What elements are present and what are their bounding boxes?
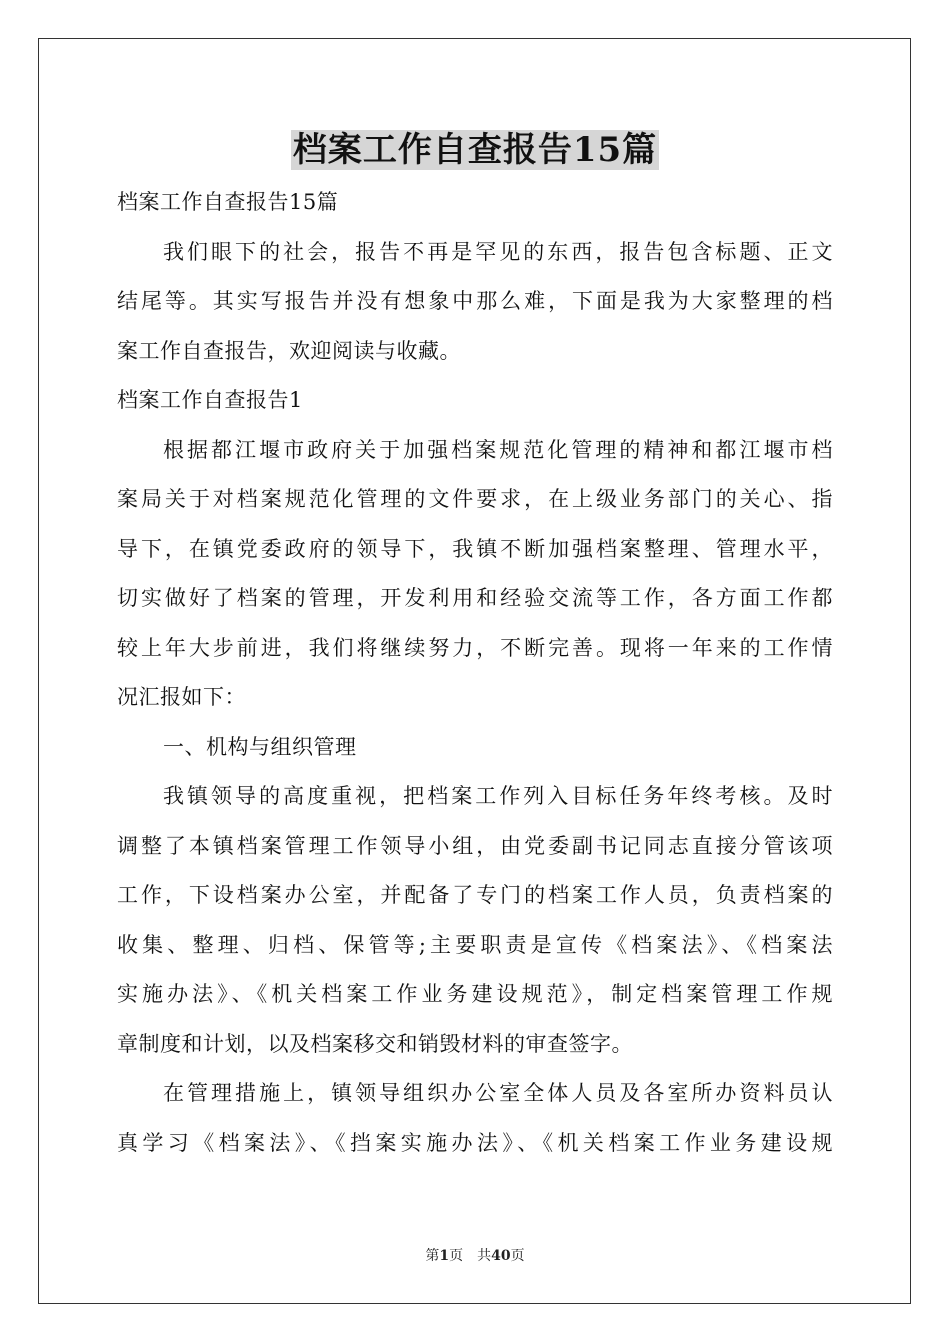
paragraph-line: 章制度和计划，以及档案移交和销毁材料的审查签字。 bbox=[117, 1031, 633, 1056]
subsection-heading: 一、机构与组织管理 bbox=[163, 734, 357, 759]
paragraph-line: 在管理措施上，镇领导组织办公室全体人员及各室所办资料员认 bbox=[163, 1081, 833, 1105]
page-prefix: 第 bbox=[425, 1248, 440, 1264]
paragraph-line: 真学习《档案法》、《挡案实施办法》、《机关档案工作业务建设规 bbox=[117, 1130, 833, 1155]
page-suffix: 页 bbox=[449, 1248, 464, 1264]
paragraph-line: 工作，下设档案办公室，并配备了专门的档案工作人员，负责档案的 bbox=[117, 883, 833, 907]
total-suffix: 页 bbox=[510, 1248, 525, 1264]
document-body bbox=[117, 178, 833, 1168]
paragraph-line: 结尾等。其实写报告并没有想象中那么难，下面是我为大家整理的档 bbox=[117, 289, 833, 313]
paragraph-line: 我镇领导的高度重视，把档案工作列入目标任务年终考核。及时 bbox=[163, 784, 833, 808]
paragraph-line: 我们眼下的社会，报告不再是罕见的东西，报告包含标题、正文 bbox=[163, 239, 833, 264]
document-title-text: 档案工作自查报告15篇 bbox=[292, 130, 658, 170]
paragraph-line: 切实做好了档案的管理，开发利用和经验交流等工作，各方面工作都 bbox=[117, 586, 833, 610]
paragraph-line: 调整了本镇档案管理工作领导小组，由党委副书记同志直接分管该项 bbox=[117, 833, 833, 858]
paragraph-line: 况汇报如下： bbox=[117, 685, 246, 709]
page-number: 1 bbox=[439, 1248, 450, 1264]
section-heading: 档案工作自查报告1 bbox=[117, 388, 303, 412]
section-heading: 档案工作自查报告15篇 bbox=[117, 190, 339, 214]
paragraph-line: 导下，在镇党委政府的领导下，我镇不断加强档案整理、管理水平， bbox=[117, 536, 833, 561]
paragraph-line: 案工作自查报告，欢迎阅读与收藏。 bbox=[117, 338, 461, 363]
paragraph-line: 根据都江堰市政府关于加强档案规范化管理的精神和都江堰市档 bbox=[163, 437, 833, 462]
paragraph-line: 实施办法》、《机关档案工作业务建设规范》，制定档案管理工作规 bbox=[117, 982, 833, 1006]
total-pages: 40 bbox=[491, 1248, 511, 1264]
page-footer bbox=[0, 1247, 950, 1265]
paragraph-line: 收集、整理、归档、保管等;主要职责是宣传《档案法》、《档案法 bbox=[117, 932, 833, 957]
document-title bbox=[0, 128, 950, 172]
paragraph-line: 案局关于对档案规范化管理的文件要求，在上级业务部门的关心、指 bbox=[117, 487, 833, 511]
total-prefix: 共 bbox=[477, 1248, 492, 1264]
paragraph-line: 较上年大步前进，我们将继续努力，不断完善。现将一年来的工作情 bbox=[117, 635, 833, 660]
